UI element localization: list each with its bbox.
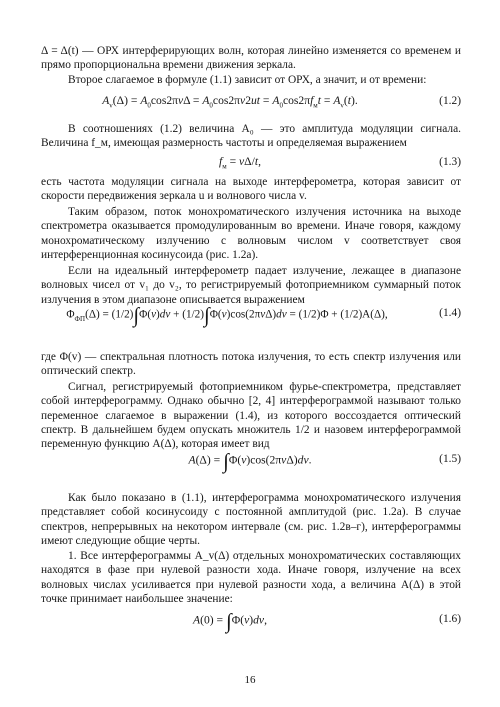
equation-1-2-body: $A_v(\Delta) = A_0\cos 2\pi v\Delta = A_0\cos 2\pi v2ut = A_0\cos 2\pi f_мt = A_v(t)$. (102, 94, 358, 110)
paragraph-3: В соотношениях (1.2) величина A₀ — это амплитуда модуляции сигнала. Величина f_м, имеющая размерность частоты и определяемая выражением (41, 123, 461, 150)
equation-1-3-body: $f_м = v\Delta/t$, (219, 155, 261, 171)
paragraph-7: где Φ(v) — спектральная плотность потока излучения, то есть спектр излучения или оптический спектр. (41, 351, 461, 378)
paragraph-6: Если на идеальный интерферометр падает излучение, лежащее в диапазоне волновых чисел от v₁ до v₂, то регистрируемый фотоприемником суммарный поток излучения в этом диапазоне описывается выражением (41, 265, 461, 306)
equation-1-5-body: A(Δ) = ∫Φ(v)cos(2πvΔ)dv. (188, 449, 312, 473)
paragraph-1: Δ = Δ(t) — ОРХ интерферирующих волн, которая линейно изменяется со временем и прямо пропорциональна времени движения зеркала. (41, 45, 461, 72)
paragraph-5: Таким образом, поток монохроматического излучения источника на выходе спектрометра оказывается промодулированным во времени. Иначе говоря, каждому монохроматическому излучению с волновым числом v соответствует своя интерференционная косинусоида (рис. 1.2а). (41, 206, 461, 261)
paragraph-2: Второе слагаемое в формуле (1.1) зависит от ОРХ, а значит, и от времени: (68, 74, 427, 86)
paragraph-10: 1. Все интерферограммы A_v(Δ) отдельных монохроматических составляющих находятся в фазе при нулевой разности хода. Иначе говоря, излучение на всех волновых числах усиливается при нулевой разности хода, а величина A(Δ) в этой точке принимает наибольшее значение: (41, 550, 461, 605)
equation-1-4-body: $\Phi_{ФП}(\Delta) = (1/2)\int\Phi(v)dv + (1/2)\int\Phi(v)\cos(2\pi v\Delta)dv = (1/2)\Phi + (1/2)A(\Delta)$, (66, 303, 388, 327)
paragraph-8: Сигнал, регистрируемый фотоприемником фурье-спектрометра, представляет собой интерферограмму. Однако обычно [2, 4] интерферограммой называют только переменное слагаемое в выражении (1.4), из которого воссоздается оптический спектр. В дальнейшем будем опускать множитель 1/2 и назовем интерферограммой переменную функцию A(Δ), которая имеет вид (41, 381, 461, 451)
paragraph-4: есть частота модуляции сигнала на выходе интерферометра, которая зависит от скорости передвижения зеркала u и волнового числа v. (41, 176, 461, 203)
paragraph-9: Как было показано в (1.1), интерферограмма монохроматического излучения представляет собой косинусоиду с постоянной амплитудой (рис. 1.2а). В случае спектров, непрерывных на некотором интервале (см. рис. 1.2в–г), интерферограммы имеют следующие общие черты. (41, 492, 461, 547)
equation-1-4 (0, 303, 500, 340)
equation-number: (1.2) (439, 95, 461, 107)
equation-1-6-body: A(0) = ∫Φ(v)dv, (193, 609, 267, 633)
equation-number: (1.5) (439, 453, 461, 465)
equation-1-6 (0, 609, 500, 646)
equation-number: (1.6) (439, 613, 461, 625)
equation-number: (1.4) (439, 307, 461, 319)
equation-number: (1.3) (439, 156, 461, 168)
equation-1-5 (0, 449, 500, 486)
page-number: 16 (244, 674, 256, 686)
